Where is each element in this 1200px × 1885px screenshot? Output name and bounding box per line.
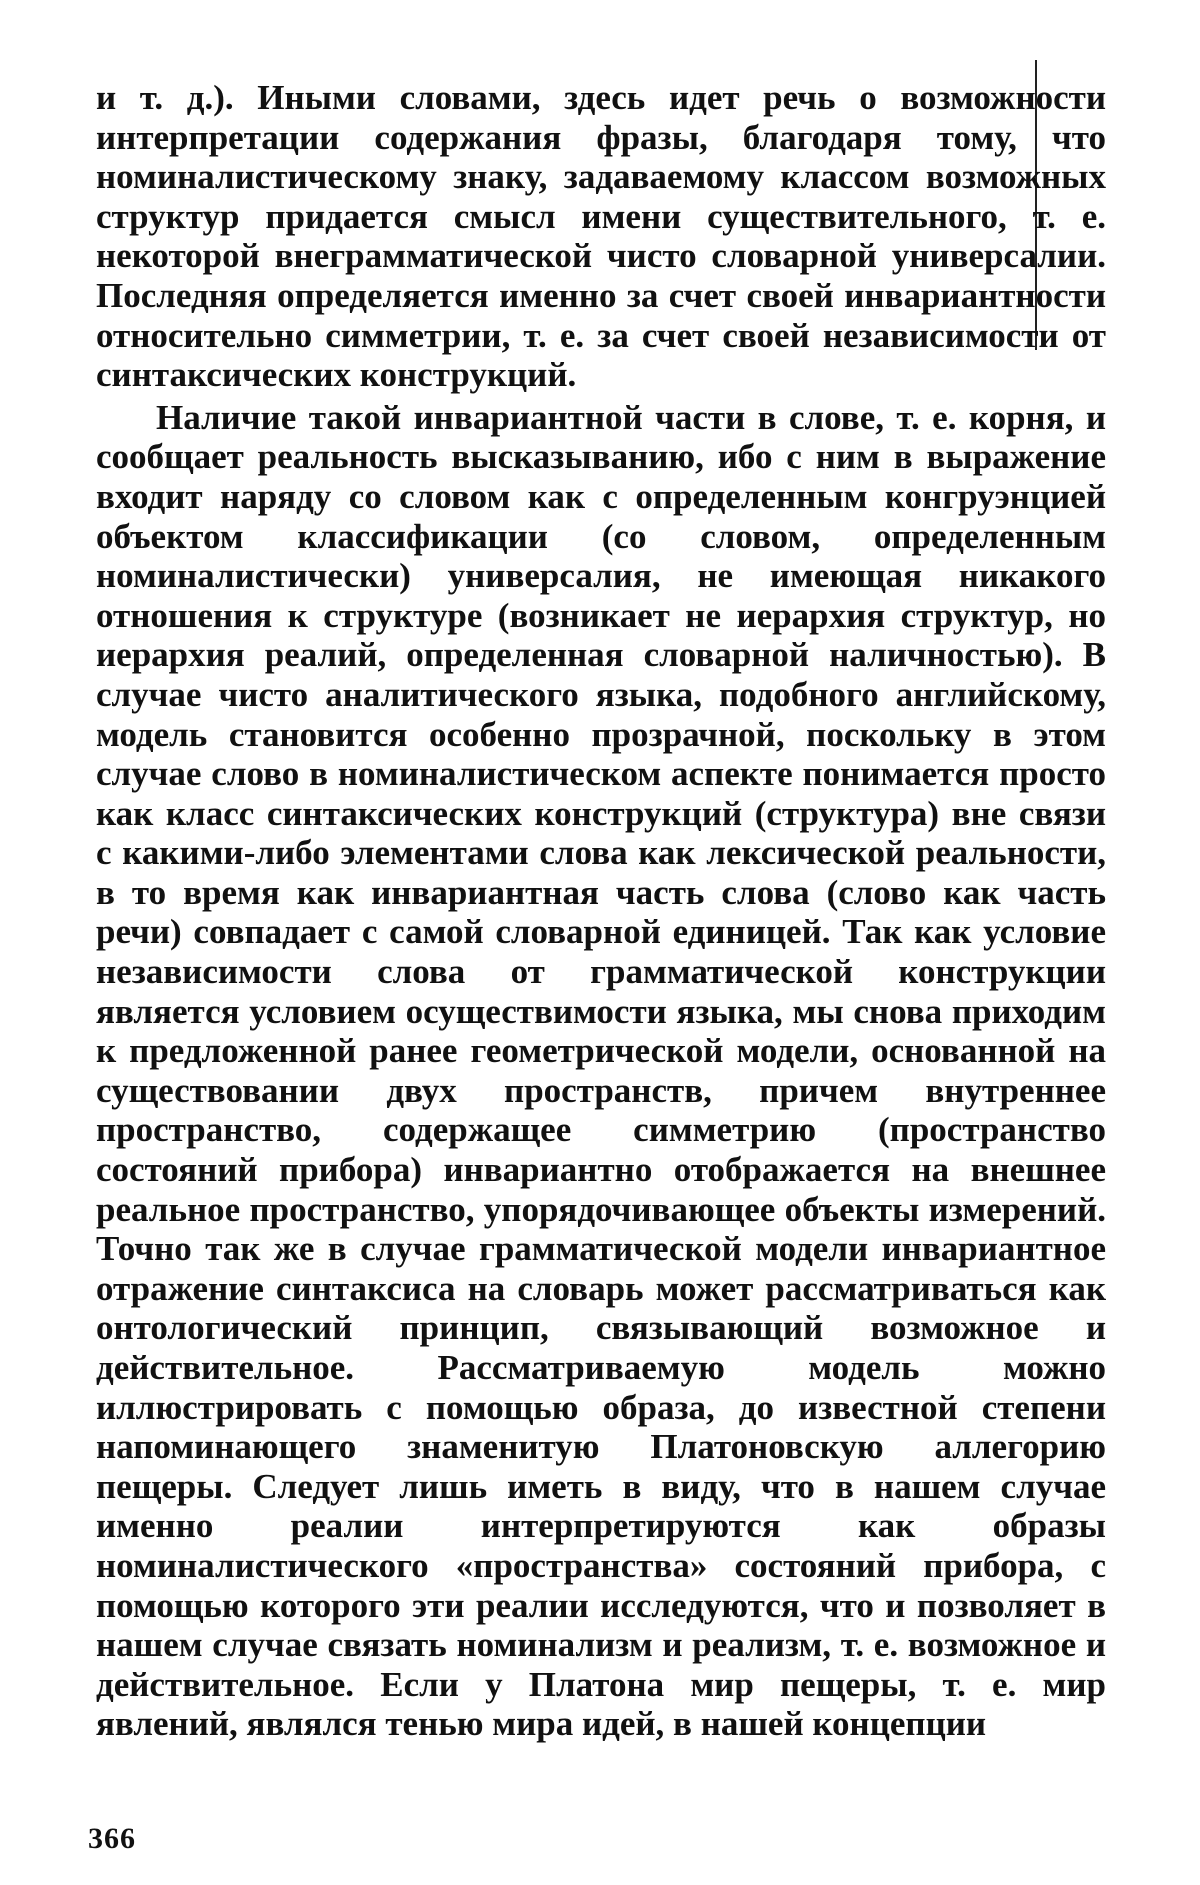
- body-text: [96, 78, 1106, 1744]
- paragraph-continuation: и т. д.). Иными словами, здесь идет речь о возможности интерпретации содержания фразы, благодаря тому, что номиналистическому знаку, задаваемому классом возможных структур придается смысл имени существительного, т. е. некоторой внеграмматической чисто словарной универсалии. Последняя определяется именно за счет своей инвариантности относительно симметрии, т. е. за счет своей независимости от синтаксических конструкций.: [96, 78, 1106, 395]
- paragraph: Наличие такой инвариантной части в слове, т. е. корня, и сообщает реальность высказыванию, ибо с ним в выражение входит наряду со словом как с определенным конгруэнцией объектом классификации (со словом, определенным номиналистически) универсалия, не имеющая никакого отношения к структуре (возникает не иерархия структур, но иерархия реалий, определенная словарной наличностью). В случае чисто аналитического языка, подобного английскому, модель становится особенно прозрачной, поскольку в этом случае слово в номиналистическом аспекте понимается просто как класс синтаксических конструкций (структура) вне связи с какими-либо элементами слова как лексической реальности, в то время как инвариантная часть слова (слово как часть речи) совпадает с самой словарной единицей. Так как условие независимости слова от грамматической конструкции является условием осуществимости языка, мы снова приходим к предложенной ранее геометрической модели, основанной на существовании двух пространств, причем внутреннее пространство, содержащее симметрию (пространство состояний прибора) инвариантно отображается на внешнее реальное пространство, упорядочивающее объекты измерений. Точно так же в случае грамматической модели инвариантное отражение синтаксиса на словарь может рассматриваться как онтологический принцип, связывающий возможное и действительное. Рассматриваемую модель можно иллюстрировать с помощью образа, до известной степени напоминающего знаменитую Платоновскую аллегорию пещеры. Следует лишь иметь в виду, что в нашем случае именно реалии интерпретируются как образы номиналистического «пространства» состояний прибора, с помощью которого эти реалии исследуются, что и позволяет в нашем случае связать номинализм и реализм, т. е. возможное и действительное. Если у Платона мир пещеры, т. е. мир явлений, являлся тенью мира идей, в нашей концепции: [96, 397, 1106, 1744]
- page-number: 366: [88, 1822, 136, 1855]
